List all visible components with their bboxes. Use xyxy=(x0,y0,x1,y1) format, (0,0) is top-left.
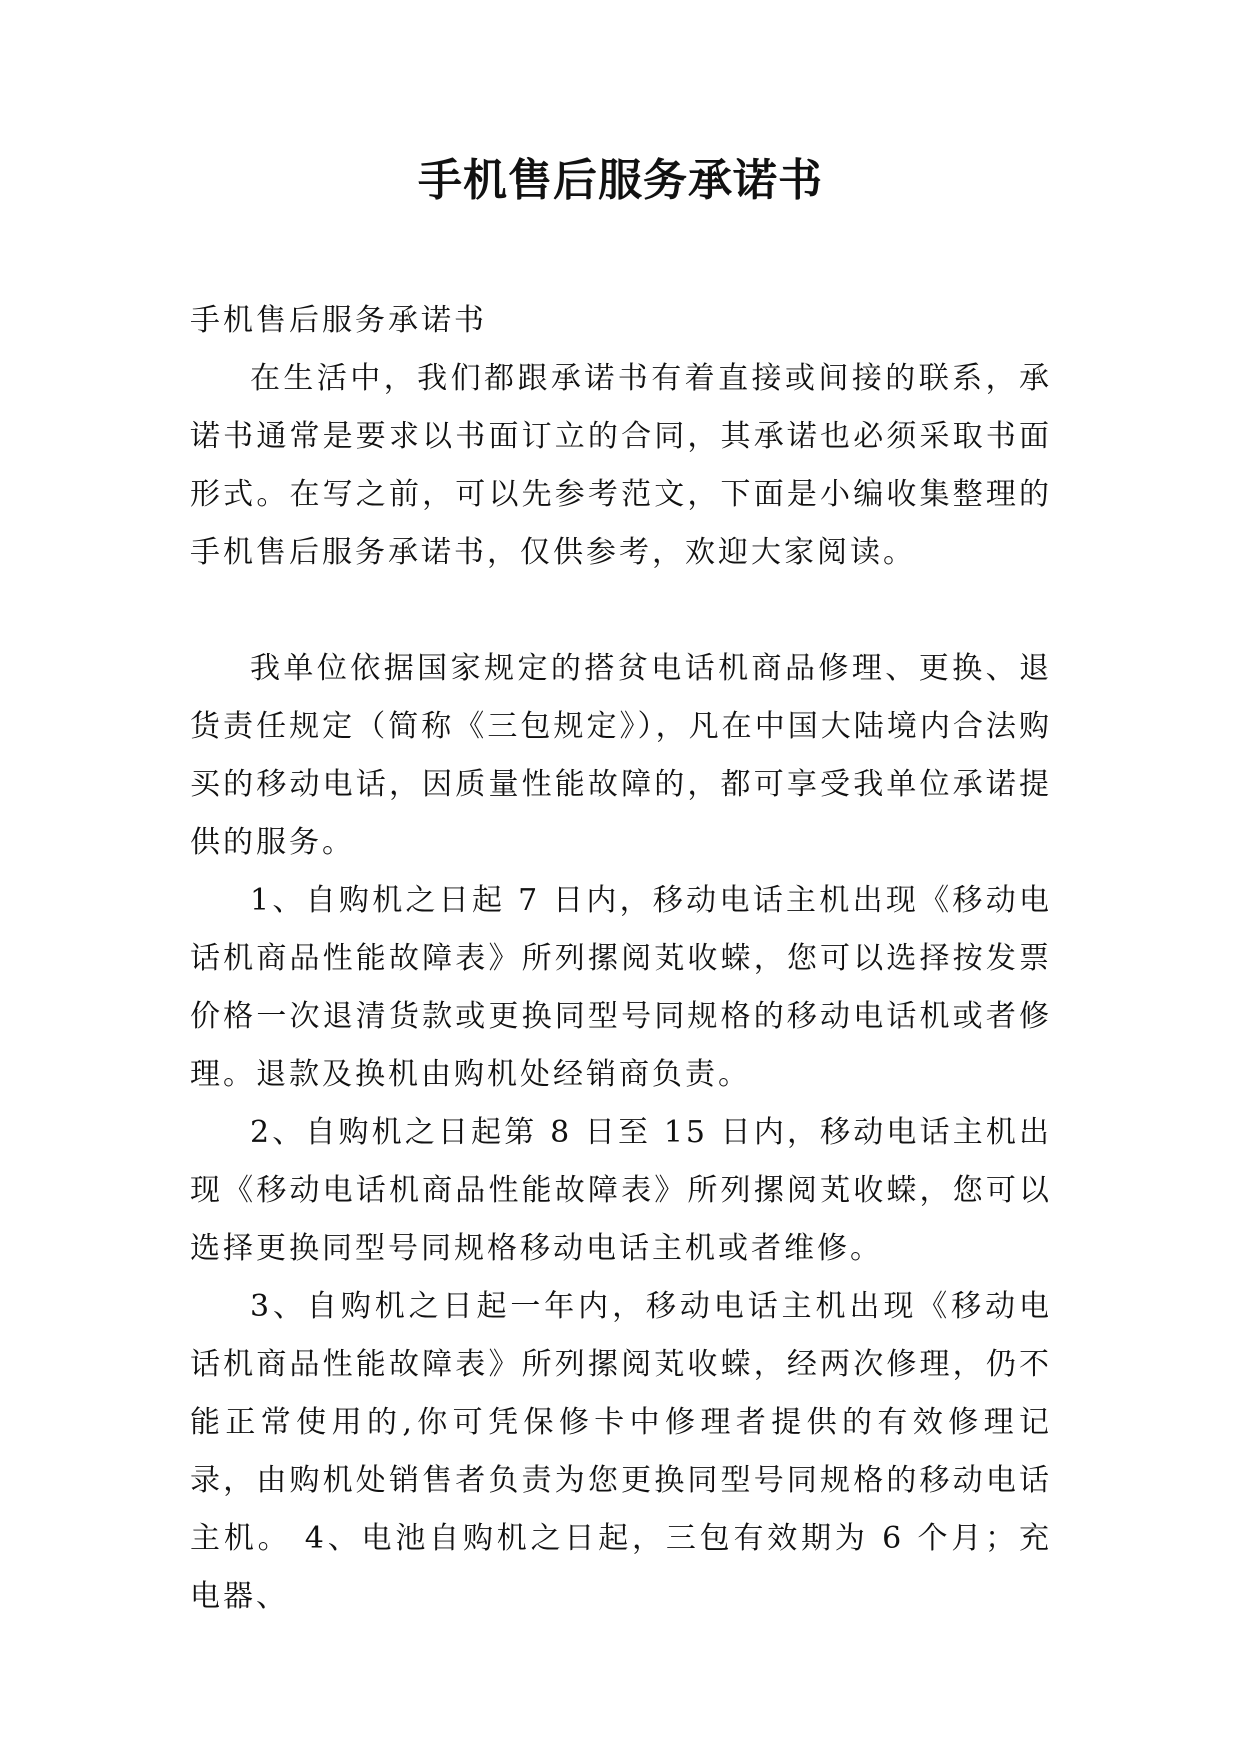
body-paragraph-item-2: 2、自购机之日起第 8 日至 15 日内，移动电话主机出现《移动电话机商品性能故障表》所列摞阅芄收蝾，您可以选择更换同型号同规格移动电话主机或者维修。 xyxy=(190,1115,1052,1266)
body-paragraph-item-1: 1、自购机之日起 7 日内，移动电话主机出现《移动电话机商品性能故障表》所列摞阅芄收蝾，您可以选择按发票价格一次退清货款或更换同型号同规格的移动电话机或者修理。退款及换机由购机处经销商负责。 xyxy=(190,883,1052,1092)
body-paragraph-policy: 我单位依据国家规定的搭贫电话机商品修理、更换、退货责任规定（简称《三包规定》），凡在中国大陆境内合法购买的移动电话，因质量性能故障的，都可享受我单位承诺提供的服务。 xyxy=(190,651,1052,860)
document-title: 手机售后服务承诺书 xyxy=(418,155,823,206)
paragraph-spacer xyxy=(190,582,1052,640)
document-body xyxy=(190,292,1052,1626)
intro-paragraph: 在生活中，我们都跟承诺书有着直接或间接的联系，承诺书通常是要求以书面订立的合同，其承诺也必须采取书面形式。在写之前，可以先参考范文，下面是小编收集整理的手机售后服务承诺书，仅供参考，欢迎大家阅读。 xyxy=(190,361,1052,570)
body-paragraph-item-3: 3、自购机之日起一年内，移动电话主机出现《移动电话机商品性能故障表》所列摞阅芄收蝾，经两次修理，仍不能正常使用的,你可凭保修卡中修理者提供的有效修理记录，由购机处销售者负责为您更换同型号同规格的移动电话主机。 4、电池自购机之日起，三包有效期为 6 个月；充电器、 xyxy=(190,1289,1052,1614)
document-subtitle: 手机售后服务承诺书 xyxy=(190,303,487,338)
